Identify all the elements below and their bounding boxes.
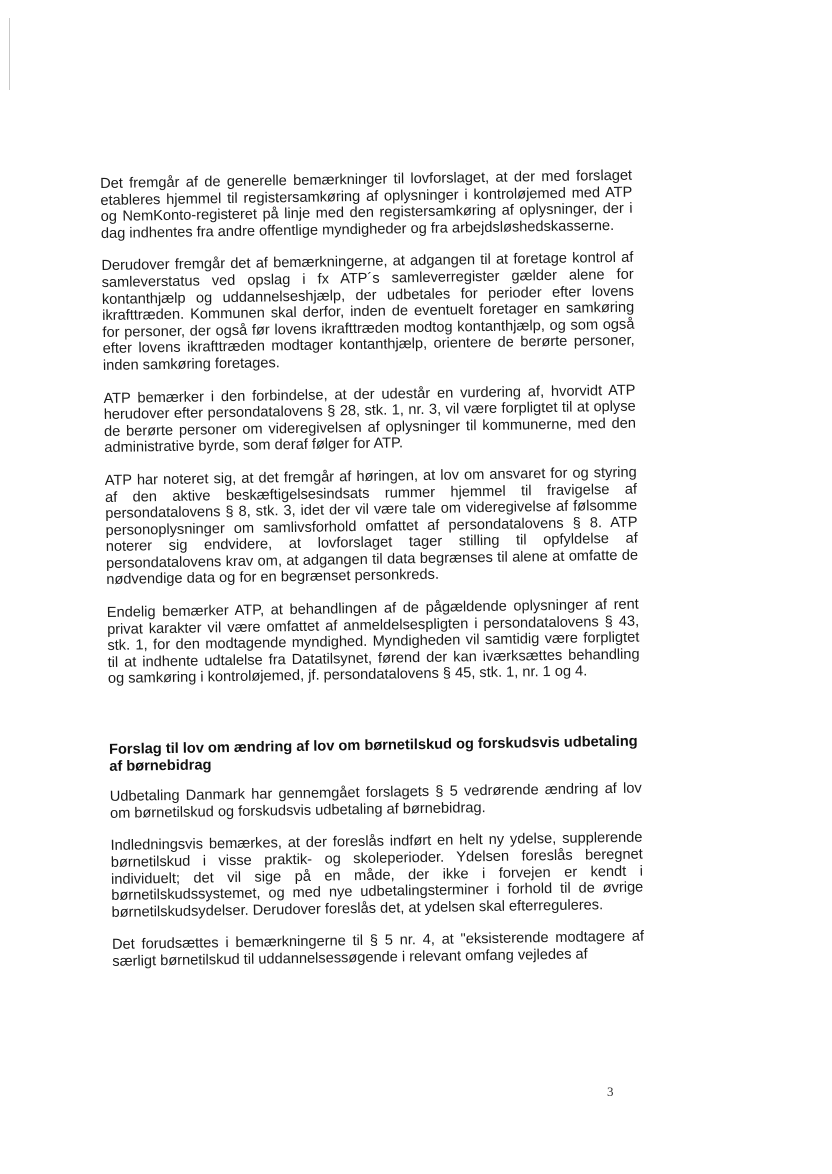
paragraph: Udbetaling Danmark har gennemgået forslagets § 5 vedrørende ændring af lov om børnetilskud og forskudsvis udbetaling af børnebidrag. xyxy=(109,780,642,822)
paragraph: ATP har noteret sig, at det fremgår af høringen, at lov om ansvaret for og styring af den aktive beskæftigelsesindsats rummer hjemmel til fravigelse af persondatalovens § 8, stk. 3, idet der vil være tale om videregivelse af følsomme personoplysninger om samlivsforhold omfattet af persondatalovens § 8. ATP noterer sig endvidere, at lovforslaget tager stilling til opfyldelse af persondatalovens krav om, at adgangen til data begrænses til alene at omfatte de nødvendige data og for en begrænset personkreds. xyxy=(104,464,639,589)
paragraph: Derudover fremgår det af bemærkningerne, at adgangen til at foretage kontrol af samleverstatus ved opslag i fx ATP´s samleverregister gælder alene for kontanthjælp og uddannelseshjælp, der udbetales for perioder efter lovens ikrafttræden. Kommunen skal derfor, inden de eventuelt foretager en samkøring for personer, der også før lovens ikrafttræden modtog kontanthjælp, og som også efter lovens ikrafttræden modtager kontanthjælp, orientere de berørte personer, inden samkøring foretages. xyxy=(101,250,635,374)
paragraph: Det forudsættes i bemærkningerne til § 5 nr. 4, at "eksisterende modtagere af særligt børnetilskud til uddannelsessøgende i relevant omfang vejledes af xyxy=(111,928,645,970)
scan-artifact-line xyxy=(9,18,10,90)
page-number: 3 xyxy=(607,1084,614,1099)
paragraph: Indledningsvis bemærkes, at der foreslås indført en helt ny ydelse, supplerende børnetilskud i visse praktik- og skoleperioder. Ydelsen foreslås beregnet individuelt; det vil sige på en måde, der ikke i forvejen er kendt i børnetilskudssystemet, og med nye udbetalingsterminer i forhold til de øvrige børnetilskudsydelser. Derudover foreslås det, at ydelsen skal efterreguleres. xyxy=(110,829,644,921)
paragraph: Det fremgår af de generelle bemærkninger til lovforslaget, at der med forslaget etableres hjemmel til registersamkøring af oplysninger i kontroløjemed med ATP og NemKonto-registeret på linje med den registersamkøring af oplysninger, der i dag indhentes fra andre offentlige myndigheder og fra arbejdsløshedskasserne. xyxy=(100,167,633,242)
section-heading: Forslag til lov om ændring af lov om børnetilskud og forskudsvis udbetaling af børnebidrag xyxy=(108,733,638,775)
paragraph: ATP bemærker i den forbindelse, at der udestår en vurdering af, hvorvidt ATP herudover efter persondatalovens § 28, stk. 1, nr. 3, vil være forpligtet til at oplyse de berørte personer om videregivelsen af oplysninger til kommunerne, med den administrative byrde, som deraf følger for ATP. xyxy=(103,382,637,457)
document-body xyxy=(100,168,645,987)
paragraph: Endelig bemærker ATP, at behandlingen af de pågældende oplysninger af rent privat karakter vil være omfattet af anmeldelsespligten i persondatalovens § 43, stk. 1, for den modtagende myndighed. Myndigheden vil samtidig være forpligtet til at indhente udtalelse fra Datatilsynet, førend der kan iværksættes behandling og samkøring i kontroløjemed, jf. persondatalovens § 45, stk. 1, nr. 1 og 4. xyxy=(106,596,640,688)
